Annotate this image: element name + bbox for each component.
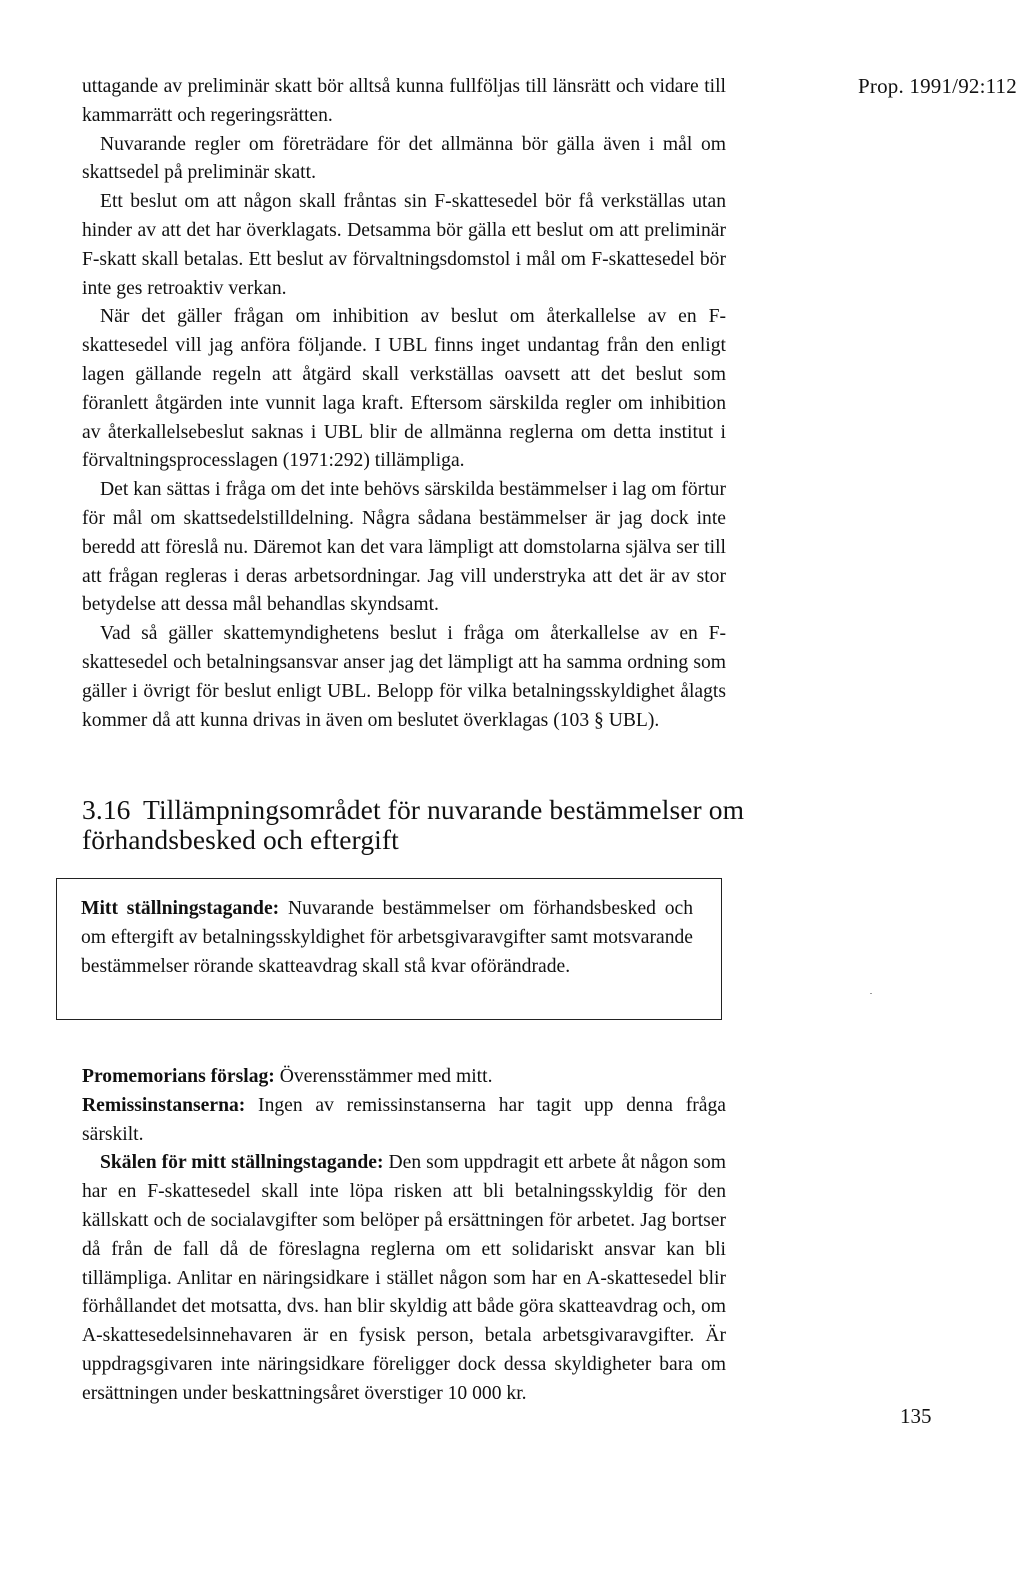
paragraph-enforcement: Ett beslut om att någon skall fråntas sin F-skattesedel bör få verkställas utan hinder av att det har överklagats. Detsamma bör gälla ett beslut om att preliminär F-skatt skall betalas. Ett beslut av förvaltningsdomstol i mål om F-skattesedel bör inte ges retroaktiv verkan. xyxy=(82,191,726,299)
paragraph-priority: Det kan sättas i fråga om det inte behövs särskilda bestämmelser i lag om förtur för mål om skattsedelstilldelning. Några sådana bestämmelser är jag dock inte beredd att föreslå nu. Däremot kan det vara lämpligt att domstolarna själva ser till att frågan regleras i deras arbetsordningar. Jag vill understryka att det är av stor betydelse att dessa mål behandlas skyndsamt. xyxy=(82,479,726,616)
paragraph-tax-authority-decisions: Vad så gäller skattemyndighetens beslut i fråga om återkallelse av en F-skattesedel och betalningsansvar anser jag det lämpligt att ha samma ordning som gäller i övrigt för beslut enligt UBL. Belopp för vilka betalningsskyldighet ålagts kommer då att kunna drivas in även om beslutet överklagas (103 § UBL). xyxy=(82,623,726,731)
paragraph-continuation: uttagande av preliminär skatt bör alltså kunna fullföljas till länsrätt och vidare till kammarrätt och regeringsrätten. xyxy=(82,76,726,126)
scan-speck xyxy=(870,993,872,994)
paragraph-reasons xyxy=(82,1149,726,1408)
paragraph-referral-bodies xyxy=(82,1092,726,1150)
section-title: Tillämpningsområdet för nuvarande bestämmelser om förhandsbesked och eftergift xyxy=(82,794,745,855)
paragraph-representatives: Nuvarande regler om företrädare för det allmänna bör gälla även i mål om skattsedel på preliminär skatt. xyxy=(82,133,726,184)
proposition-reference: Prop. 1991/92:112 xyxy=(858,74,1017,98)
intro-text-block xyxy=(82,73,726,735)
referral-bodies-label: Remissinstanserna: xyxy=(82,1094,246,1116)
referral-bodies-text: Ingen av remissinstanserna har tagit upp denna fråga särskilt. xyxy=(82,1094,726,1145)
position-statement-text: Nuvarande bestämmelser om förhandsbesked och om eftergift av betalningsskyldighet för arbetsgivaravgifter samt motsvarande bestämmelser rörande skatteavdrag skall stå kvar oförändrade. xyxy=(81,898,694,977)
reasons-text: Den som uppdragit ett arbete åt någon som har en F-skattesedel skall inte löpa risken att bli betalningsskyldig för den källskatt och de socialavgifter som belöper på ersättningen för arbetet. Jag bortser då från de fall då de föreslagna reglerna om ett solidariskt ansvar kan bli tillämpliga. Anlitar en näringsidkare i stället någon som har en A-skattesedel blir förhållandet det motsatta, dvs. han blir skyldig att både göra skatteavdrag och, om A-skattesedelsinnehavaren är en fysisk person, betala arbetsgivaravgifter. Är uppdragsgivaren inte näringsidkare föreligger dock dessa skyldigheter bara om ersättningen under beskattningsåret överstiger 10 000 kr. xyxy=(82,1152,726,1404)
page-number: 135 xyxy=(900,1404,932,1428)
reasons-label: Skälen för mitt ställningstagande: xyxy=(100,1152,384,1174)
section-heading xyxy=(82,795,762,855)
position-statement xyxy=(81,895,693,981)
memo-proposal-text: Överensstämmer med mitt. xyxy=(274,1066,493,1087)
paragraph-memo-proposal xyxy=(82,1063,726,1092)
position-statement-box xyxy=(56,878,722,1020)
paragraph-inhibition: När det gäller frågan om inhibition av beslut om återkallelse av en F-skattesedel vill jag anföra följande. I UBL finns inget undantag från den enligt lagen gällande regeln att åtgärd skall verkställas oavsett att det beslut som föranlett åtgärden inte vunnit laga kraft. Eftersom särskilda regler om inhibition av återkallelsebeslut saknas i UBL blir de allmänna reglerna om detta institut i förvaltningsprocesslagen (1971:292) tillämpliga. xyxy=(82,306,726,472)
section-number: 3.16 xyxy=(82,794,131,825)
position-statement-label: Mitt ställningstagande: xyxy=(81,898,280,919)
lower-text-block xyxy=(82,1063,726,1409)
memo-proposal-label: Promemorians förslag: xyxy=(82,1066,275,1087)
